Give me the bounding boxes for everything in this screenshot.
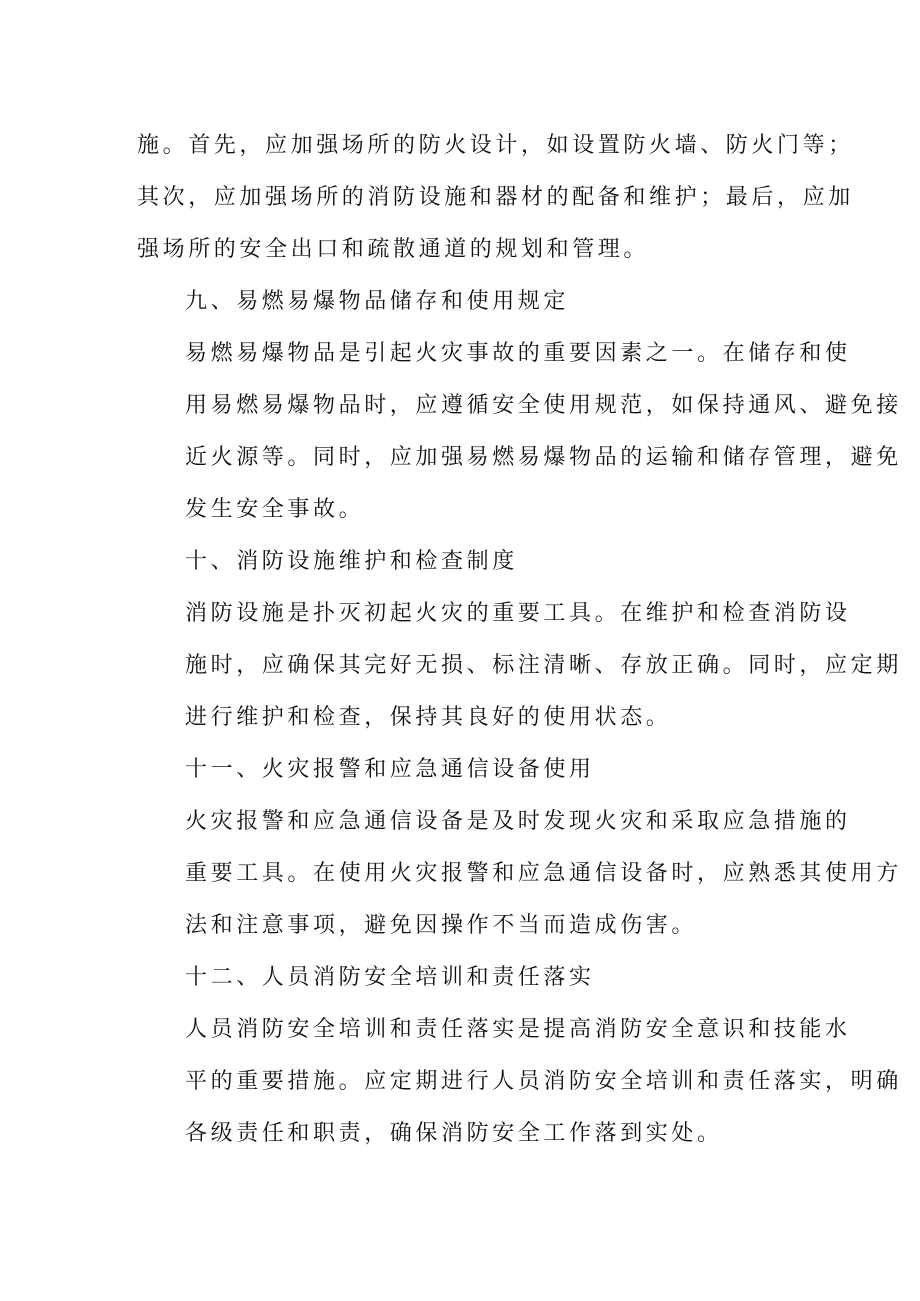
section-heading-12: 十二、人员消防安全培训和责任落实 [185,965,595,990]
paragraph-fire-facilities [137,588,902,744]
text-line: 用易燃易爆物品时，应遵循安全使用规范，如保持通风、避免接 [185,393,902,418]
section-heading-10: 十、消防设施维护和检查制度 [185,549,518,574]
text-line: 人员消防安全培训和责任落实是提高消防安全意识和技能水 [185,1017,851,1042]
paragraph-continuation [137,120,854,276]
paragraph-fire-alarm [137,796,902,952]
text-line: 重要工具。在使用火灾报警和应急通信设备时，应熟悉其使用方 [185,861,902,886]
text-line: 其次，应加强场所的消防设施和器材的配备和维护；最后，应加 [137,185,854,210]
document-page [137,120,902,1160]
text-line: 施。首先，应加强场所的防火设计，如设置防火墙、防火门等； [137,133,854,158]
text-line: 发生安全事故。 [185,497,365,522]
text-line: 进行维护和检查，保持其良好的使用状态。 [185,705,672,730]
text-line: 火灾报警和应急通信设备是及时发现火灾和采取应急措施的 [185,809,851,834]
text-line: 消防设施是扑灭初起火灾的重要工具。在维护和检查消防设 [185,601,851,626]
text-line: 平的重要措施。应定期进行人员消防安全培训和责任落实，明确 [185,1069,902,1094]
text-line: 易燃易爆物品是引起火灾事故的重要因素之一。在储存和使 [185,341,851,366]
paragraph-flammables [137,328,902,536]
section-heading-9: 九、易燃易爆物品储存和使用规定 [185,289,570,314]
text-line: 近火源等。同时，应加强易燃易爆物品的运输和储存管理，避免 [185,445,902,470]
text-line: 各级责任和职责，确保消防安全工作落到实处。 [185,1121,723,1146]
text-line: 法和注意事项，避免因操作不当而造成伤害。 [185,913,698,938]
text-line: 强场所的安全出口和疏散通道的规划和管理。 [137,237,650,262]
section-heading-11: 十一、火灾报警和应急通信设备使用 [185,757,595,782]
paragraph-training [137,1004,902,1160]
text-line: 施时，应确保其完好无损、标注清晰、存放正确。同时，应定期 [185,653,902,678]
